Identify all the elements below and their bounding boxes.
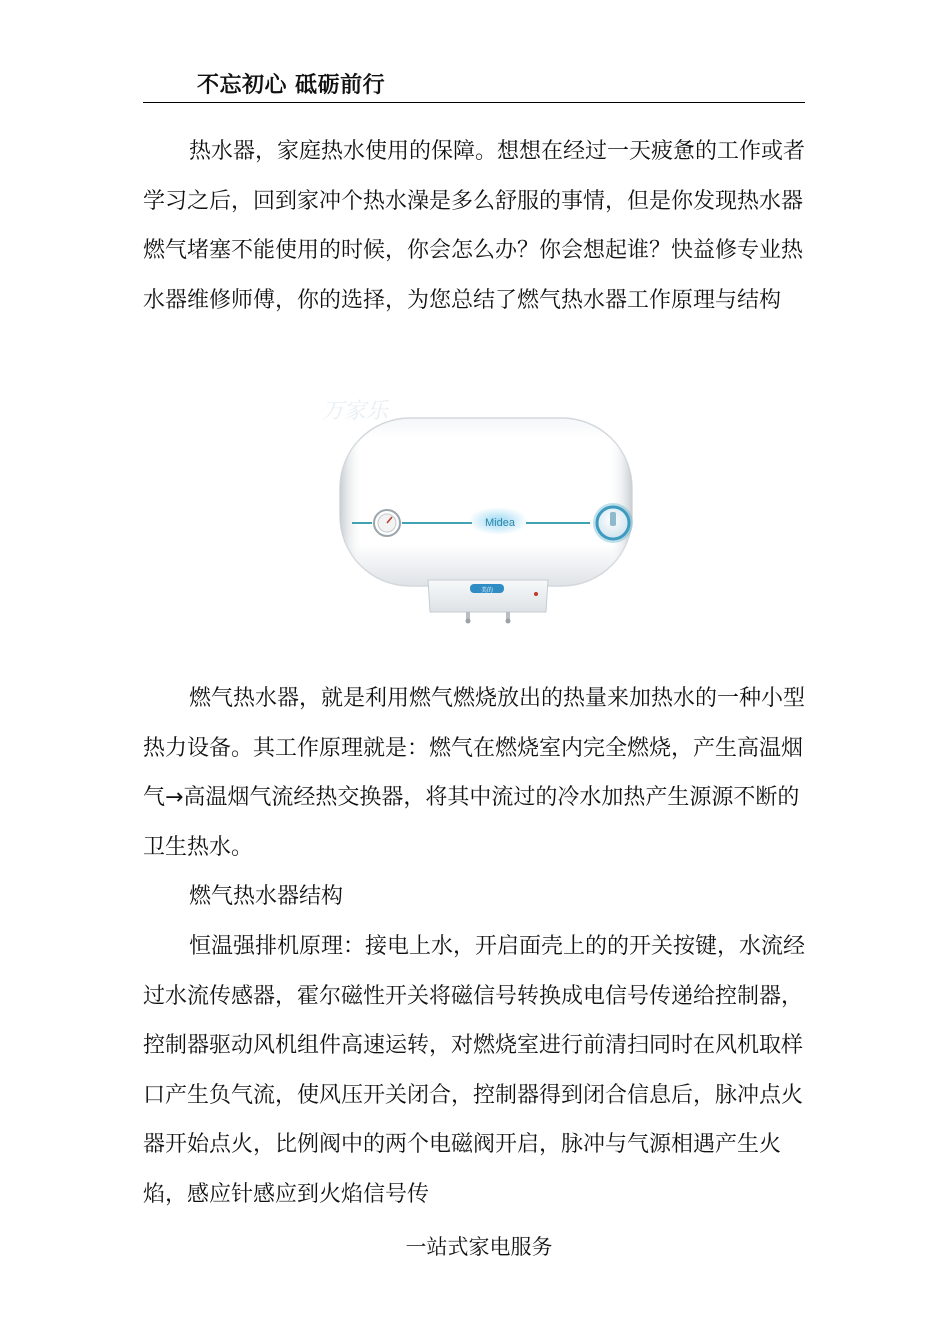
brand-logo: Midea	[485, 517, 515, 529]
constant-temp-paragraph: 恒温强排机原理：接电上水，开启面壳上的的开关按键，水流经过水流传感器，霍尔磁性开关将磁信号转换成电信号传递给控制器，控制器驱动风机组件高速运转，对燃烧室进行前清扫同时在风机取样口产生负气流，使风压开关闭合，控制器得到闭合信息后，脉冲点火器开始点火，比例阀中的两个电磁阀开启，脉冲与气源相遇产生火焰，感应针感应到火焰信号传	[143, 934, 806, 1207]
intro-paragraph: 热水器，家庭热水使用的保障。想想在经过一天疲惫的工作或者学习之后，回到家冲个热水澡是多么舒服的事情，但是你发现热水器燃气堵塞不能使用的时候，你会怎么办？你会想起谁？快益修专业热水器维修师傅，你的选择，为您总结了燃气热水器工作原理与结构	[143, 139, 806, 313]
principle-paragraph: 燃气热水器，就是利用燃气燃烧放出的热量来加热水的一种小型热力设备。其工作原理就是：燃气在燃烧室内完全燃烧，产生高温烟气→高温烟气流经热交换器，将其中流过的冷水加热产生源源不断的卫生热水。	[143, 686, 806, 860]
footer-text: 一站式家电服务	[405, 1235, 553, 1259]
panel-label: 美的	[480, 587, 494, 594]
svg-text:万家乐: 万家乐	[322, 399, 389, 424]
page-footer	[0, 1232, 950, 1262]
water-heater-image	[300, 388, 660, 638]
structure-heading: 燃气热水器结构	[189, 884, 344, 909]
page-header	[143, 72, 805, 103]
header-title: 不忘初心 砥砺前行	[197, 73, 386, 98]
